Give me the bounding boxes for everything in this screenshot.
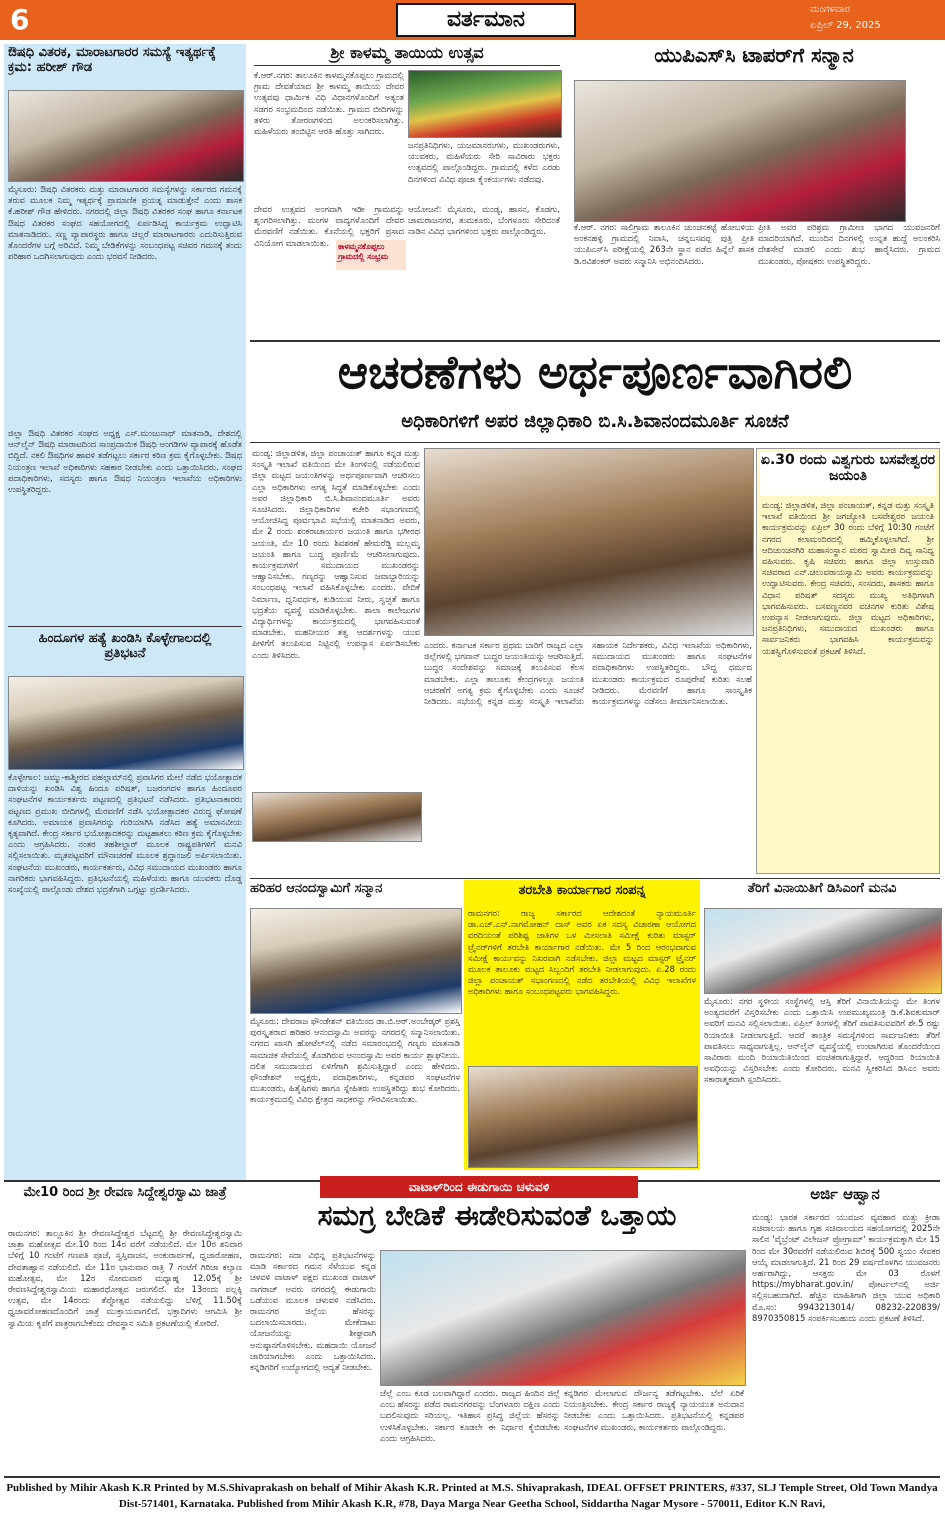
lead-photo-meeting (424, 448, 754, 636)
story-kalamma-body: ಕೆ.ಆರ್.ನಗರ: ತಾಲೂಕಿನ ಕಾಳಮ್ಮನಕೊಪ್ಪಲು ಗ್ರಾಮದಲ್ಲಿ ಗ್ರಾಮ ದೇವತೆಯಾದ ಶ್ರೀ ಕಾಳಮ್ಮ ತಾಯಿಯ ದೇವರ ಉತ್ಸವವು ಧಾರ್ಮಿಕ ವಿಧಿ ವಿಧಾನಗಳೊಂದಿಗೆ ಅತ್ಯಂತ ಸಡಗರ ಸಂಭ್ರಮದಿಂದ ನಡೆಯಿತು. ಗ್ರಾಮದ ಬೀದಿಗಳನ್ನು ತಳಿರು ತೋರಣಗಳಿಂದ ಅಲಂಕರಿಸಲಾಗಿತ್ತು. ಮಹಿಳೆಯರು ತಂಬಿಟ್ಟಿನ ಆರತಿ ಹೊತ್ತು ಸಾಗಿದರು. (254, 70, 404, 137)
story-upsc-photo (574, 80, 906, 222)
tax-headline: ತೆರಿಗೆ ವಿನಾಯಿತಿಗೆ ಡಿಸಿಎಂಗೆ ಮನವಿ (747, 882, 897, 896)
lead-body: ಮಂಡ್ಯ: ಜಿಲ್ಲಾಡಳಿತ, ಜಿಲ್ಲಾ ಪಂಚಾಯತ್ ಹಾಗೂ ಕನ್ನಡ ಮತ್ತು ಸಂಸ್ಕೃತಿ ಇಲಾಖೆ ವತಿಯಿಂದ ಮೇ ತಿಂಗಳಿನಲ್ಲಿ ನಡೆಯಲಿರುವ ಜಿಲ್ಲಾ ಮಟ್ಟದ ಜಯಂತಿಗಳನ್ನು ಅರ್ಥಪೂರ್ಣವಾಗಿ ಆಚರಿಸಲು ಎಲ್ಲಾ ಅಧಿಕಾರಿಗಳು ಅಗತ್ಯ ಸಿದ್ಧತೆ ಮಾಡಿಕೊಳ್ಳಬೇಕು ಎಂದು ಅಪರ ಜಿಲ್ಲಾಧಿಕಾರಿ ಬಿ.ಸಿ.ಶಿವಾನಂದಮೂರ್ತಿ ಅವರು ಸೂಚಿಸಿದರು. ಜಿಲ್ಲಾಧಿಕಾರಿಗಳ ಕಚೇರಿ ಸಭಾಂಗಣದಲ್ಲಿ ಆಯೋಜಿಸಿದ್ದ ಪೂರ್ವಭಾವಿ ಸಭೆಯಲ್ಲಿ ಮಾತನಾಡಿದ ಅವರು, ಮೇ 2 ರಂದು ಶಂಕರಾಚಾರ್ಯರ ಜಯಂತಿ ಹಾಗೂ ಭಗೀರಥ ಜಯಂತಿ, ಮೇ 10 ರಂದು ಶಿವಶರಣೆ ಹೇಮರೆಡ್ಡಿ ಮಲ್ಲಮ್ಮ ಜಯಂತಿ ಹಾಗೂ ಬುದ್ಧ ಪೂರ್ಣಿಮೆ ಆಚರಿಸಲಾಗುವುದು. ಕಾರ್ಯಕ್ರಮಗಳಿಗೆ ಸಮುದಾಯದ ಮುಖಂಡರನ್ನು ಆಹ್ವಾನಿಸಬೇಕು. ಗಣ್ಯರನ್ನು ಆಹ್ವಾನಿಸುವ ಜವಾಬ್ದಾರಿಯನ್ನು ಸಂಬಂಧಪಟ್ಟ ಇಲಾಖೆ ವಹಿಸಿಕೊಳ್ಳಬೇಕು ಎಂದರು. ವೇದಿಕೆ ನಿರ್ಮಾಣ, ಧ್ವನಿವರ್ಧಕ, ಕುಡಿಯುವ ನೀರು, ಸ್ವಚ್ಛತೆ ಹಾಗೂ ಭದ್ರತೆಯ ವ್ಯವಸ್ಥೆ ಮಾಡಿಕೊಳ್ಳಬೇಕು. ಶಾಲಾ ಕಾಲೇಜುಗಳ ವಿದ್ಯಾರ್ಥಿಗಳನ್ನು ಕಾರ್ಯಕ್ರಮದಲ್ಲಿ ಭಾಗವಹಿಸುವಂತೆ ಮಾಡಬೇಕು. ಮಹನೀಯರ ತತ್ವ ಆದರ್ಶಗಳನ್ನು ಯುವ ಪೀಳಿಗೆಗೆ ತಲುಪಿಸುವ ನಿಟ್ಟಿನಲ್ಲಿ ಉಪನ್ಯಾಸ ಏರ್ಪಡಿಸಬೇಕು ಎಂದು ತಿಳಿಸಿದರು. (252, 448, 420, 660)
divider (250, 442, 940, 443)
masthead-date: ಏಪ್ರಿಲ್ 29, 2025 (810, 20, 881, 31)
footer-imprint: Published by Mihir Akash K.R Printed by M.S.Shivaprakash on behalf of Mihir Akash K.R. Printed at M.S. Shivaprakash, IDEAL OFFSET PRINTERS, #337, SLJ Temple Street, Old Town Mandya Dist-571401, Karnataka. Published from Mihir Akash K.R, #78, Daya Marga Near Geetha School, Siddartha Nagar Mysore - 570011, Editor K.N Ravi, (6, 1482, 938, 1510)
lead-photo-small (252, 792, 422, 842)
story-pharma-body: ಮೈಸೂರು: ಔಷಧಿ ವಿತರಕರು ಮತ್ತು ಮಾರಾಟಗಾರರ ಸಮಸ್ಯೆಗಳನ್ನು ಸರ್ಕಾರದ ಗಮನಕ್ಕೆ ತರುವ ಮೂಲಕ ನಿಮ್ಮ ಇತ್ಯರ್ಥಕ್ಕೆ ಪ್ರಾಮಾಣಿಕ ಪ್ರಯತ್ನ ಮಾಡುತ್ತೇನೆ ಎಂದು ಶಾಸಕ ಕೆ.ಹರೀಶ್ ಗೌಡ ಹೇಳಿದರು. ನಗರದಲ್ಲಿ ಜಿಲ್ಲಾ ಔಷಧಿ ವಿತರಕರ ಸಂಘ ಹಾಗೂ ಕರ್ನಾಟಕ ಔಷಧ ವಿತರಕರ ಸಂಘದ ಸಹಯೋಗದಲ್ಲಿ ಏರ್ಪಡಿಸಿದ್ದ ಕಾರ್ಯಕ್ರಮ ಉದ್ಘಾಟಿಸಿ ಮಾತನಾಡಿದರು. ಸಣ್ಣ ವ್ಯಾಪಾರಸ್ಥರು ಹಾಗೂ ಚಿಲ್ಲರೆ ಮಾರಾಟಗಾರರು ಎದುರಿಸುತ್ತಿರುವ ತೊಂದರೆಗಳ ಬಗ್ಗೆ ಅರಿವಿದೆ. ನಿಮ್ಮ ಬೇಡಿಕೆಗಳನ್ನು ಸಂಬಂಧಪಟ್ಟ ಸಚಿವರ ಗಮನಕ್ಕೆ ತಂದು ಪರಿಹಾರ ಒದಗಿಸಲಾಗುವುದು ಎಂದು ಭರವಸೆ ನೀಡಿದರು. (8, 184, 242, 262)
masthead-day: ಮಂಗಳವಾರ (810, 4, 851, 15)
harihara-photo (250, 908, 462, 1014)
masthead-title-box: ವರ್ತಮಾನ (396, 3, 576, 37)
story-pharma-photo (8, 90, 244, 182)
story-protest-photo (8, 676, 244, 770)
lead-headline: ಆಚರಣೆಗಳು ಅರ್ಥಪೂರ್ಣವಾಗಿರಲಿ (337, 346, 853, 399)
story-upsc-headline: ಯುಪಿಎಸ್‌ಸಿ ಟಾಪರ್‌ಗೆ ಸನ್ಮಾನ (654, 44, 854, 67)
lead-body-2: ಎಂದರು. ಕರ್ನಾಟಕ ಸರ್ಕಾರ ಪ್ರಥಮ ಬಾರಿಗೆ ರಾಜ್ಯದ ಎಲ್ಲಾ ಜಿಲ್ಲೆಗಳಲ್ಲಿ ಭಗವಾನ್ ಬುದ್ಧರ ಜಯಂತಿಯನ್ನು ಆಚರಿಸುತ್ತಿದೆ. ಬುದ್ಧರ ಸಂದೇಶವನ್ನು ಸಮಾಜಕ್ಕೆ ತಲುಪಿಸುವ ಕೆಲಸ ಮಾಡಬೇಕು. ಎಲ್ಲಾ ತಾಲೂಕು ಕೇಂದ್ರಗಳಲ್ಲೂ ಜಯಂತಿ ಆಚರಣೆಗೆ ಅಗತ್ಯ ಕ್ರಮ ಕೈಗೊಳ್ಳಬೇಕು ಎಂದು ಸೂಚನೆ ನೀಡಿದರು. ಸಭೆಯಲ್ಲಿ ಕನ್ನಡ ಮತ್ತು ಸಂಸ್ಕೃತಿ ಇಲಾಖೆಯ ಸಹಾಯಕ ನಿರ್ದೇಶಕರು, ವಿವಿಧ ಇಲಾಖೆಯ ಅಧಿಕಾರಿಗಳು, ಸಮುದಾಯದ ಮುಖಂಡರು ಹಾಗೂ ಸಂಘಟನೆಗಳ ಪದಾಧಿಕಾರಿಗಳು ಉಪಸ್ಥಿತರಿದ್ದರು. ಬೌದ್ಧ ಧರ್ಮದ ಮುಖಂಡರು ಕಾರ್ಯಕ್ರಮದ ರೂಪುರೇಷೆ ಕುರಿತು ಸಲಹೆ ನೀಡಿದರು. ಮೆರವಣಿಗೆ ಹಾಗೂ ಸಾಂಸ್ಕೃತಿಕ ಕಾರ್ಯಕ್ರಮಗಳನ್ನು ನಡೆಸಲು ತೀರ್ಮಾನಿಸಲಾಯಿತು. (424, 640, 752, 707)
page-number: 6 (10, 3, 30, 36)
basava-headline: ಏ.30 ರಂದು ವಿಶ್ವಗುರು ಬಸವೇಶ್ವರರ ಜಯಂತಿ (760, 452, 936, 496)
basava-body: ಮಂಡ್ಯ: ಜಿಲ್ಲಾಡಳಿತ, ಜಿಲ್ಲಾ ಪಂಚಾಯತ್, ಕನ್ನಡ ಮತ್ತು ಸಂಸ್ಕೃತಿ ಇಲಾಖೆ ವತಿಯಿಂದ ಶ್ರೀ ಜಗಜ್ಯೋತಿ ಬಸವೇಶ್ವರರ ಜಯಂತಿ ಕಾರ್ಯಕ್ರಮವನ್ನು ಏಪ್ರಿಲ್ 30 ರಂದು ಬೆಳಿಗ್ಗೆ 10:30 ಗಂಟೆಗೆ ನಗರದ ಕಲಾಮಂದಿರದಲ್ಲಿ ಹಮ್ಮಿಕೊಳ್ಳಲಾಗಿದೆ. ಶ್ರೀ ಆದಿಚುಂಚನಗಿರಿ ಮಹಾಸಂಸ್ಥಾನ ಮಠದ ಸ್ವಾಮೀಜಿ ದಿವ್ಯ ಸಾನಿಧ್ಯ ವಹಿಸುವರು. ಕೃಷಿ ಸಚಿವರು ಹಾಗೂ ಜಿಲ್ಲಾ ಉಸ್ತುವಾರಿ ಸಚಿವರಾದ ಎನ್.ಚಲುವರಾಯಸ್ವಾಮಿ ಅವರು ಕಾರ್ಯಕ್ರಮವನ್ನು ಉದ್ಘಾಟಿಸುವರು. ಕೇಂದ್ರ ಸಚಿವರು, ಸಂಸದರು, ಶಾಸಕರು ಹಾಗೂ ವಿಧಾನ ಪರಿಷತ್ ಸದಸ್ಯರು ಮುಖ್ಯ ಅತಿಥಿಗಳಾಗಿ ಭಾಗವಹಿಸುವರು. ಬಸವಣ್ಣನವರ ವಚನಗಳ ಕುರಿತು ವಿಶೇಷ ಉಪನ್ಯಾಸ ನೀಡಲಾಗುವುದು. ಜಿಲ್ಲಾ ಮಟ್ಟದ ಅಧಿಕಾರಿಗಳು, ಜನಪ್ರತಿನಿಧಿಗಳು, ಸಮುದಾಯದ ಮುಖಂಡರು ಹಾಗೂ ಸಾರ್ವಜನಿಕರು ಭಾಗವಹಿಸಿ ಕಾರ್ಯಕ್ರಮವನ್ನು ಯಶಸ್ವಿಗೊಳಿಸುವಂತೆ ಪ್ರಕಟಣೆ ತಿಳಿಸಿದೆ. (762, 500, 934, 656)
harihara-headline: ಹರಿಹರ ಆನಂದಸ್ವಾಮಿಗೆ ಸನ್ಮಾನ (250, 882, 383, 896)
story-kalamma-headline: ಶ್ರೀ ಕಾಳಮ್ಮ ತಾಯಿಯ ಉತ್ಸವ (254, 44, 560, 66)
story-pharma-headline: ಔಷಧಿ ವಿತರಕ, ಮಾರಾಟಗಾರರ ಸಮಸ್ಯೆ ಇತ್ಯರ್ಥಕ್ಕೆ ಕ್ರಮ: ಹರೀಶ್ ಗೌಡ (8, 46, 216, 75)
story-upsc-body: ಕೆ.ಆರ್. ನಗರ: ಸಾಲಿಗ್ರಾಮ ತಾಲೂಕಿನ ಚುಂಚನಕಟ್ಟೆ ಹೋಬಳಿಯ ಅಂಕನಹಳ್ಳಿ ಗ್ರಾಮದಲ್ಲಿ ನಿವಾಸಿ, ಚನ್ನಬಸವಪ್ಪ ಪುತ್ರಿ ಪ್ರೀತಿ ಯುಪಿಎಸ್‌ಸಿ ಪರೀಕ್ಷೆಯಲ್ಲಿ 263ನೇ ಸ್ಥಾನ ಪಡೆದ ಹಿನ್ನೆಲೆ ಶಾಸಕ ಡಿ.ರವಿಶಂಕರ್ ಅವರು ಸನ್ಮಾನಿಸಿ ಅಭಿನಂದಿಸಿದರು. (574, 222, 754, 266)
story-protest-body: ಕೊಳ್ಳೇಗಾಲ: ಜಮ್ಮು-ಕಾಶ್ಮೀರದ ಪಹಲ್ಗಾಮ್‌ನಲ್ಲಿ ಪ್ರವಾಸಿಗರ ಮೇಲೆ ನಡೆದ ಭಯೋತ್ಪಾದಕ ದಾಳಿಯನ್ನು ಖಂಡಿಸಿ ವಿಶ್ವ ಹಿಂದೂ ಪರಿಷತ್, ಬಜರಂಗದಳ ಹಾಗೂ ಹಿಂದೂಪರ ಸಂಘಟನೆಗಳ ಕಾರ್ಯಕರ್ತರು ಪಟ್ಟಣದಲ್ಲಿ ಪ್ರತಿಭಟನೆ ನಡೆಸಿದರು. ಪ್ರತಿಭಟನಾಕಾರರು ಪಟ್ಟಣದ ಪ್ರಮುಖ ಬೀದಿಗಳಲ್ಲಿ ಮೆರವಣಿಗೆ ನಡೆಸಿ ಭಯೋತ್ಪಾದಕರ ವಿರುದ್ಧ ಘೋಷಣೆ ಕೂಗಿದರು. ಅಮಾಯಕ ಪ್ರವಾಸಿಗರನ್ನು ಗುರಿಯಾಗಿಸಿ ನಡೆಸಿದ ಹತ್ಯೆ ಅಮಾನವೀಯ ಕೃತ್ಯವಾಗಿದೆ. ಕೇಂದ್ರ ಸರ್ಕಾರ ಭಯೋತ್ಪಾದಕರನ್ನು ಮಟ್ಟಹಾಕಲು ಕಠಿಣ ಕ್ರಮ ಕೈಗೊಳ್ಳಬೇಕು ಎಂದು ಆಗ್ರಹಿಸಿದರು. ನಂತರ ತಹಶೀಲ್ದಾರ್ ಮೂಲಕ ರಾಷ್ಟ್ರಪತಿಗಳಿಗೆ ಮನವಿ ಸಲ್ಲಿಸಲಾಯಿತು. ಮೃತಪಟ್ಟವರಿಗೆ ಮೌನಾಚರಣೆ ಮೂಲಕ ಶ್ರದ್ಧಾಂಜಲಿ ಅರ್ಪಿಸಲಾಯಿತು. ಸಂಘಟನೆಯ ಮುಖಂಡರು, ಕಾರ್ಯಕರ್ತರು, ವಿವಿಧ ಸಮುದಾಯದ ಮುಖಂಡರು ಹಾಗೂ ನಾಗರಿಕರು ಭಾಗವಹಿಸಿದ್ದರು. ಪ್ರತಿಭಟನೆಯಲ್ಲಿ ಮಹಿಳೆಯರು ಹಾಗೂ ಯುವಕರು ದೊಡ್ಡ ಸಂಖ್ಯೆಯಲ್ಲಿ ಪಾಲ್ಗೊಂಡು ದೇಶದ ಭದ್ರತೆಗಾಗಿ ಒಗ್ಗಟ್ಟು ಪ್ರದರ್ಶಿಸಿದರು. (8, 772, 242, 895)
revana-headline: ಮೇ10 ರಿಂದ ಶ್ರೀ ರೇವಣ ಸಿದ್ದೇಶ್ವರಸ್ವಾಮಿ ಜಾತ್ರೆ (23, 1186, 227, 1200)
kicker-bar: ವಾಟಾಳ್‌ರಿಂದ ಈಡುಗಾಯಿ ಚಳುವಳಿ (320, 1176, 638, 1198)
story-upsc-body-2: ಪ್ರೀತಿ ಅವರ ಪರಿಶ್ರಮ ಗ್ರಾಮೀಣ ಭಾಗದ ಯುವಜನರಿಗೆ ಮಾದರಿಯಾಗಿದೆ. ಮುಂದಿನ ದಿನಗಳಲ್ಲಿ ಉನ್ನತ ಹುದ್ದೆ ಅಲಂಕರಿಸಿ ದೇಶಸೇವೆ ಮಾಡಲಿ ಎಂದು ಶುಭ ಹಾರೈಸಿದರು. ಗ್ರಾಮದ ಮುಖಂಡರು, ಪೋಷಕರು ಉಪಸ್ಥಿತರಿದ್ದರು. (758, 222, 940, 266)
harihara-body: ಮೈಸೂರು: ದೇವರಾಜ ಫೌಂಡೇಶನ್ ವತಿಯಿಂದ ಡಾ.ಬಿ.ಆರ್.ಅಂಬೇಡ್ಕರ್ ಪ್ರಶಸ್ತಿ ಪುರಸ್ಕೃತರಾದ ಹರಿಹರ ಆನಂದಸ್ವಾಮಿ ಅವರನ್ನು ನಗರದಲ್ಲಿ ಸನ್ಮಾನಿಸಲಾಯಿತು. ನಗರದ ಖಾಸಗಿ ಹೋಟೆಲ್‌ನಲ್ಲಿ ನಡೆದ ಸಮಾರಂಭದಲ್ಲಿ ಗಣ್ಯರು ಮಾತನಾಡಿ ಸಾಮಾಜಿಕ ಸೇವೆಯಲ್ಲಿ ತೊಡಗಿರುವ ಆನಂದಸ್ವಾಮಿ ಅವರ ಕಾರ್ಯ ಶ್ಲಾಘನೀಯ. ದಲಿತ ಸಮುದಾಯದ ಏಳಿಗೆಗಾಗಿ ಶ್ರಮಿಸುತ್ತಿದ್ದಾರೆ ಎಂದು ಹೇಳಿದರು. ಫೌಂಡೇಶನ್ ಅಧ್ಯಕ್ಷರು, ಪದಾಧಿಕಾರಿಗಳು, ಕನ್ನಡಪರ ಸಂಘಟನೆಗಳ ಮುಖಂಡರು, ಹಿತೈಷಿಗಳು ಹಾಗೂ ಸ್ನೇಹಿತರು ಉಪಸ್ಥಿತರಿದ್ದು ಶುಭ ಕೋರಿದರು. ಕಾರ್ಯಕ್ರಮದಲ್ಲಿ ವಿವಿಧ ಕ್ಷೇತ್ರದ ಸಾಧಕರನ್ನು ಗೌರವಿಸಲಾಯಿತು. (250, 1016, 460, 1105)
arji-headline: ಅರ್ಜಿ ಆಹ್ವಾನ (810, 1186, 880, 1203)
story-kalamma-photo (408, 70, 562, 138)
divider (250, 878, 940, 879)
vatal-headline: ಸಮಗ್ರ ಬೇಡಿಕೆ ಈಡೇರಿಸುವಂತೆ ಒತ್ತಾಯ (317, 1200, 677, 1232)
divider (4, 1476, 940, 1478)
story-kalamma-body-4: ಆಯೋಜನೆ: ಮೈಸೂರು, ಮಂಡ್ಯ, ಹಾಸನ, ಕೊಡಗು, ಚಾಮರಾಜನಗರ, ತುಮಕೂರು, ಬೆಂಗಳೂರು ಸೇರಿದಂತೆ ನಾಡಿನ ವಿವಿಧ ಭಾಗಗಳಿಂದ ಭಕ್ತರು ಪಾಲ್ಗೊಂಡಿದ್ದರು. (408, 204, 560, 237)
arji-body: ಮಂಡ್ಯ: ಭಾರತ ಸರ್ಕಾರದ ಯುವಜನ ವ್ಯವಹಾರ ಮತ್ತು ಕ್ರೀಡಾ ಸಚಿವಾಲಯ ಹಾಗೂ ಗೃಹ ಸಚಿವಾಲಯದ ಸಹಯೋಗದಲ್ಲಿ 2025ನೇ ಸಾಲಿನ 'ವೈಬ್ರೆಂಟ್ ವಿಲೇಜಸ್ ಪ್ರೋಗ್ರಾಮ್' ಕಾರ್ಯಕ್ರಮಕ್ಕಾಗಿ ಮೇ 15 ರಿಂದ ಮೇ 30ರವರೆಗೆ ನಡೆಯಲಿರುವ ಶಿಬಿರಕ್ಕೆ 500 ಸ್ವಯಂ ಸೇವಕರ ಆಯ್ಕೆ ಮಾಡಲಾಗುತ್ತಿದೆ. 21 ರಿಂದ 29 ವರ್ಷದೊಳಗಿನ ಯುವಜನರು ಅರ್ಹರಾಗಿದ್ದು, ಆಸಕ್ತರು ಮೇ 03 ರೊಳಗೆ https://mybharat.gov.in/ ಪೋರ್ಟಲ್‌ನಲ್ಲಿ ಅರ್ಜಿ ಸಲ್ಲಿಸಬಹುದಾಗಿದೆ. ಹೆಚ್ಚಿನ ಮಾಹಿತಿಗಾಗಿ ಜಿಲ್ಲಾ ಯುವ ಅಧಿಕಾರಿ ಮೊ.ಸಂ: 9943213014/ 08232-220839/ 8970350815 ಸಂಪರ್ಕಿಸಬಹುದು ಎಂದು ಪ್ರಕಟಣೆ ತಿಳಿಸಿದೆ. (752, 1212, 940, 1323)
training-photo (468, 1066, 698, 1168)
story-kalamma-label: ಕಾಳಮ್ಮನಕೊಪ್ಪಲು ಗ್ರಾಮದಲ್ಲಿ ಸಂಭ್ರಮ (336, 240, 406, 270)
training-headline: ತರಬೇತಿ ಕಾರ್ಯಾಗಾರ ಸಂಪನ್ನ (518, 884, 646, 898)
vatal-body-2: ಜೆಲ್ಲೆ ಎಂಬ ಕೂಡ ಬಲವಾಗಿದ್ದಾರೆ ಎಂದರು. ರಾಜ್ಯದ ಹಿಂದಿನ ಜಿಲ್ಲೆ ಎಂಬ ಹೆಸರನ್ನು ಪಡೆದ ರಾಮನಗರವನ್ನು ಬೆಂಗಳೂರು ದಕ್ಷಿಣ ಎಂದು ಬದಲಿಸುವುದು ಸರಿಯಲ್ಲ. ಇತಿಹಾಸ ಪ್ರಸಿದ್ಧ ಜಿಲ್ಲೆಯ ಹೆಸರನ್ನು ಉಳಿಸಿಕೊಳ್ಳಬೇಕು. ಸರ್ಕಾರ ಕೂಡಲೇ ಈ ನಿರ್ಧಾರ ಕೈಬಿಡಬೇಕು ಎಂದು ಆಗ್ರಹಿಸಿದರು. (380, 1388, 560, 1443)
story-kalamma-body-3: ದೇವರ ಉತ್ಸವದ ಅಂಗವಾಗಿ ಇಡೀ ಗ್ರಾಮವನ್ನು ಶೃಂಗರಿಸಲಾಗಿತ್ತು. ಮಂಗಳ ವಾದ್ಯಗಳೊಂದಿಗೆ ದೇವರ ಮೆರವಣಿಗೆ ನಡೆಯಿತು. ಕೊನೆಯಲ್ಲಿ ಭಕ್ತರಿಗೆ ಪ್ರಸಾದ ವಿನಿಯೋಗ ಮಾಡಲಾಯಿತು. (254, 204, 404, 248)
vatal-body: ರಾಮನಗರ: ಸದಾ ವಿಭಿನ್ನ ಪ್ರತಿಭಟನೆಗಳನ್ನು ಮಾಡಿ ಸರ್ಕಾರದ ಗಮನ ಸೆಳೆಯುವ ಕನ್ನಡ ಚಳವಳಿ ವಾಟಾಳ್ ಪಕ್ಷದ ಮುಖಂಡ ವಾಟಾಳ್ ನಾಗರಾಜ್ ಅವರು ನಗರದಲ್ಲಿ ಈಡುಗಾಯಿ ಒಡೆಯುವ ಮೂಲಕ ಚಳುವಳಿ ನಡೆಸಿದರು. ರಾಮನಗರ ಜಿಲ್ಲೆಯ ಹೆಸರನ್ನು ಬದಲಾಯಿಸಬಾರದು. ಮೇಕೆದಾಟು ಯೋಜನೆಯನ್ನು ಶೀಘ್ರವಾಗಿ ಅನುಷ್ಠಾನಗೊಳಿಸಬೇಕು. ಮಹದಾಯಿ ಯೋಜನೆ ಜಾರಿಯಾಗಬೇಕು ಎಂದು ಒತ್ತಾಯಿಸಿದರು. ಕನ್ನಡಿಗರಿಗೆ ಉದ್ಯೋಗದಲ್ಲಿ ಆದ್ಯತೆ ನೀಡಬೇಕು. (250, 1250, 376, 1373)
divider (250, 340, 940, 342)
vatal-body-3: ಕನ್ನಡಿಗರ ಮೇಲಾಗುವ ದೌರ್ಜನ್ಯ ತಡೆಗಟ್ಟಬೇಕು. ಬೆಲೆ ಏರಿಕೆ ನಿಯಂತ್ರಿಸಬೇಕು. ಕೇಂದ್ರ ಸರ್ಕಾರ ರಾಜ್ಯಕ್ಕೆ ನ್ಯಾಯಯುತ ಅನುದಾನ ನೀಡಬೇಕು ಎಂದು ಒತ್ತಾಯಿಸಿದರು. ಪ್ರತಿಭಟನೆಯಲ್ಲಿ ಕನ್ನಡಪರ ಸಂಘಟನೆಗಳ ಮುಖಂಡರು, ಕಾರ್ಯಕರ್ತರು ಪಾಲ್ಗೊಂಡಿದ್ದರು. (564, 1388, 744, 1432)
story-kalamma-body-2: ಜನಪ್ರತಿನಿಧಿಗಳು, ಯಜಮಾನರುಗಳು, ಮುಖಂಡರುಗಳು, ಯುವಕರು, ಮಹಿಳೆಯರು ಸೇರಿ ಸಾವಿರಾರು ಭಕ್ತರು ಉತ್ಸವದಲ್ಲಿ ಪಾಲ್ಗೊಂಡಿದ್ದರು. ಗ್ರಾಮದಲ್ಲಿ ಕಳೆದ ಎರಡು ದಿನಗಳಿಂದ ವಿವಿಧ ಪೂಜಾ ಕೈಂಕರ್ಯಗಳು ನಡೆದವು. (408, 140, 560, 184)
story-protest-headline: ಹಿಂದೂಗಳ ಹತ್ಯೆ ಖಂಡಿಸಿ ಕೊಳ್ಳೇಗಾಲದಲ್ಲಿ ಪ್ರತಿಭಟನೆ (38, 632, 212, 661)
lead-subhead: ಅಧಿಕಾರಿಗಳಿಗೆ ಅಪರ ಜಿಲ್ಲಾಧಿಕಾರಿ ಬಿ.ಸಿ.ಶಿವಾನಂದಮೂರ್ತಿ ಸೂಚನೆ (401, 412, 789, 432)
story-pharma-body-2: ಜಿಲ್ಲಾ ಔಷಧಿ ವಿತರಕರ ಸಂಘದ ಅಧ್ಯಕ್ಷ ಎಸ್.ಮಂಜುನಾಥ್ ಮಾತನಾಡಿ, ದೇಶದಲ್ಲಿ ಆನ್‌ಲೈನ್ ಔಷಧಿ ಮಾರಾಟದಿಂದ ಸಾಂಪ್ರದಾಯಿಕ ಔಷಧಿ ಅಂಗಡಿಗಳ ವ್ಯಾಪಾರಕ್ಕೆ ಹೊಡೆತ ಬಿದ್ದಿದೆ. ನಕಲಿ ಔಷಧಿಗಳ ಹಾವಳಿ ತಡೆಗಟ್ಟಲು ಸರ್ಕಾರ ಕಠಿಣ ಕ್ರಮ ಕೈಗೊಳ್ಳಬೇಕು. ಔಷಧ ನಿಯಂತ್ರಣ ಇಲಾಖೆ ಅಧಿಕಾರಿಗಳು ಸಹಕಾರ ನೀಡಬೇಕು ಎಂದು ಒತ್ತಾಯಿಸಿದರು. ಸಂಘದ ಪದಾಧಿಕಾರಿಗಳು, ಸದಸ್ಯರು ಹಾಗೂ ಔಷಧ ನಿಯಂತ್ರಣ ಇಲಾಖೆಯ ಅಧಿಕಾರಿಗಳು ಉಪಸ್ಥಿತರಿದ್ದರು. (8, 428, 242, 495)
training-body: ರಾಮನಗರ: ರಾಜ್ಯ ಸರ್ಕಾರದ ಆದೇಶದಂತೆ ನ್ಯಾಯಮೂರ್ತಿ ಡಾ.ಎಚ್.ಎನ್.ನಾಗಮೋಹನ್ ದಾಸ್ ಅವರ ಏಕ ಸದಸ್ಯ ವಿಚಾರಣಾ ಆಯೋಗದ ವರದಿಯಂತೆ ಪರಿಶಿಷ್ಟ ಜಾತಿಗಳ ಒಳ ಮೀಸಲಾತಿ ಸಮೀಕ್ಷೆ ಕುರಿತು ಮಾಸ್ಟರ್ ಟ್ರೈನರ್‌ಗಳಿಗೆ ತರಬೇತಿ ಕಾರ್ಯಾಗಾರ ನಡೆಯಿತು. ಮೇ 5 ರಿಂದ ಆರಂಭವಾಗುವ ಸಮೀಕ್ಷೆ ಕಾರ್ಯವನ್ನು ನಿಖರವಾಗಿ ನಡೆಸಬೇಕು. ಜಿಲ್ಲಾ ಮಟ್ಟದ ಮಾಸ್ಟರ್ ಟ್ರೈನರ್ ಮೂಲಕ ತಾಲೂಕು ಮಟ್ಟದ ಸಿಬ್ಬಂದಿಗೆ ತರಬೇತಿ ನೀಡಲಾಗುವುದು. ಏ.28 ರಂದು ಜಿಲ್ಲಾ ಪಂಚಾಯತ್ ಸಭಾಂಗಣದಲ್ಲಿ ನಡೆದ ತರಬೇತಿಯಲ್ಲಿ ವಿವಿಧ ಇಲಾಖೆಗಳ ಅಧಿಕಾರಿಗಳು ಹಾಗೂ ಸಂಬಂಧಪಟ್ಟವರು ಭಾಗವಹಿಸಿದ್ದರು. (468, 908, 696, 997)
divider (8, 626, 242, 627)
tax-photo (704, 908, 942, 994)
revana-body: ರಾಮನಗರ: ತಾಲ್ಲೂಕಿನ ಶ್ರೀ ರೇವಣಸಿದ್ದೇಶ್ವರ ಬೆಟ್ಟದಲ್ಲಿ ಶ್ರೀ ರೇವಣಸಿದ್ದೇಶ್ವರಸ್ವಾಮಿ ಜಾತ್ರಾ ಮಹೋತ್ಸವ ಮೇ.10 ರಿಂದ 14ರ ವರೆಗೆ ನಡೆಯಲಿದೆ. ಮೇ 10ರ ಶನಿವಾರ ಬೆಳಿಗ್ಗೆ 10 ಗಂಟೆಗೆ ಗಣಪತಿ ಪೂಜೆ, ಸ್ವಸ್ತಿವಾಚನ, ಅಂಕುರಾರ್ಪಣೆ, ಧ್ವಜಾರೋಹಣ, ದೇವತಾಹ್ವಾನ ನಡೆಯಲಿದೆ. ಮೇ 11ರ ಭಾನುವಾರ ರಾತ್ರಿ 7 ಗಂಟೆಗೆ ಗಿರಿಜಾ ಕಲ್ಯಾಣ ಮಹೋತ್ಸವ, ಮೇ 12ರ ಸೋಮವಾರ ಮಧ್ಯಾಹ್ನ 12.05ಕ್ಕೆ ಶ್ರೀ ರೇವಣಸಿದ್ದೇಶ್ವರಸ್ವಾಮಿಯ ಮಹಾರಥೋತ್ಸವ ಜರುಗಲಿದೆ. ಮೇ 13ರಂದು ಪಲ್ಲಕ್ಕಿ ಉತ್ಸವ, ಮೇ 14ರಂದು ತೆಪ್ಪೋತ್ಸವ ನಡೆಯಲಿದ್ದು ಬೆಳಿಗ್ಗೆ 11.50ಕ್ಕೆ ಧ್ವಜಾವರೋಹಣದೊಂದಿಗೆ ಜಾತ್ರೆ ಮುಕ್ತಾಯವಾಗಲಿದೆ. ಭಕ್ತಾದಿಗಳು ಆಗಮಿಸಿ ಶ್ರೀ ಸ್ವಾಮಿಯ ಕೃಪೆಗೆ ಪಾತ್ರರಾಗಬೇಕೆಂದು ದೇವಸ್ಥಾನ ಸಮಿತಿ ಪ್ರಕಟಣೆಯಲ್ಲಿ ಕೋರಿದೆ. (8, 1228, 242, 1328)
tax-body: ಮೈಸೂರು: ನಗರ ಸ್ಥಳೀಯ ಸಂಸ್ಥೆಗಳಲ್ಲಿ ಆಸ್ತಿ ತೆರಿಗೆ ವಿನಾಯಿತಿಯನ್ನು ಮೇ ತಿಂಗಳ ಅಂತ್ಯದವರೆಗೆ ವಿಸ್ತರಿಸಬೇಕು ಎಂದು ಒತ್ತಾಯಿಸಿ ಉಪಮುಖ್ಯಮಂತ್ರಿ ಡಿ.ಕೆ.ಶಿವಕುಮಾರ್ ಅವರಿಗೆ ಮನವಿ ಸಲ್ಲಿಸಲಾಯಿತು. ಏಪ್ರಿಲ್ ತಿಂಗಳಲ್ಲಿ ತೆರಿಗೆ ಪಾವತಿಸುವವರಿಗೆ ಶೇ.5 ರಷ್ಟು ರಿಯಾಯಿತಿ ನೀಡಲಾಗುತ್ತಿದೆ. ಆದರೆ ತಾಂತ್ರಿಕ ಸಮಸ್ಯೆಗಳಿಂದ ಸಾರ್ವಜನಿಕರು ತೆರಿಗೆ ಪಾವತಿಸಲು ಸಾಧ್ಯವಾಗುತ್ತಿಲ್ಲ. ಆನ್‌ಲೈನ್ ವ್ಯವಸ್ಥೆಯಲ್ಲಿ ಉಂಟಾಗಿರುವ ತೊಂದರೆಯಿಂದ ಸಾವಿರಾರು ಮಂದಿ ರಿಯಾಯಿತಿಯಿಂದ ವಂಚಿತರಾಗುತ್ತಿದ್ದಾರೆ. ಆದ್ದರಿಂದ ರಿಯಾಯಿತಿ ಅವಧಿಯನ್ನು ವಿಸ್ತರಿಸಬೇಕು ಎಂದು ಕೋರಿದರು. ಮನವಿ ಸ್ವೀಕರಿಸಿದ ಡಿಸಿಎಂ ಅವರು ಸಕಾರಾತ್ಮಕವಾಗಿ ಸ್ಪಂದಿಸಿದರು. (704, 996, 940, 1085)
vatal-photo (380, 1250, 746, 1386)
